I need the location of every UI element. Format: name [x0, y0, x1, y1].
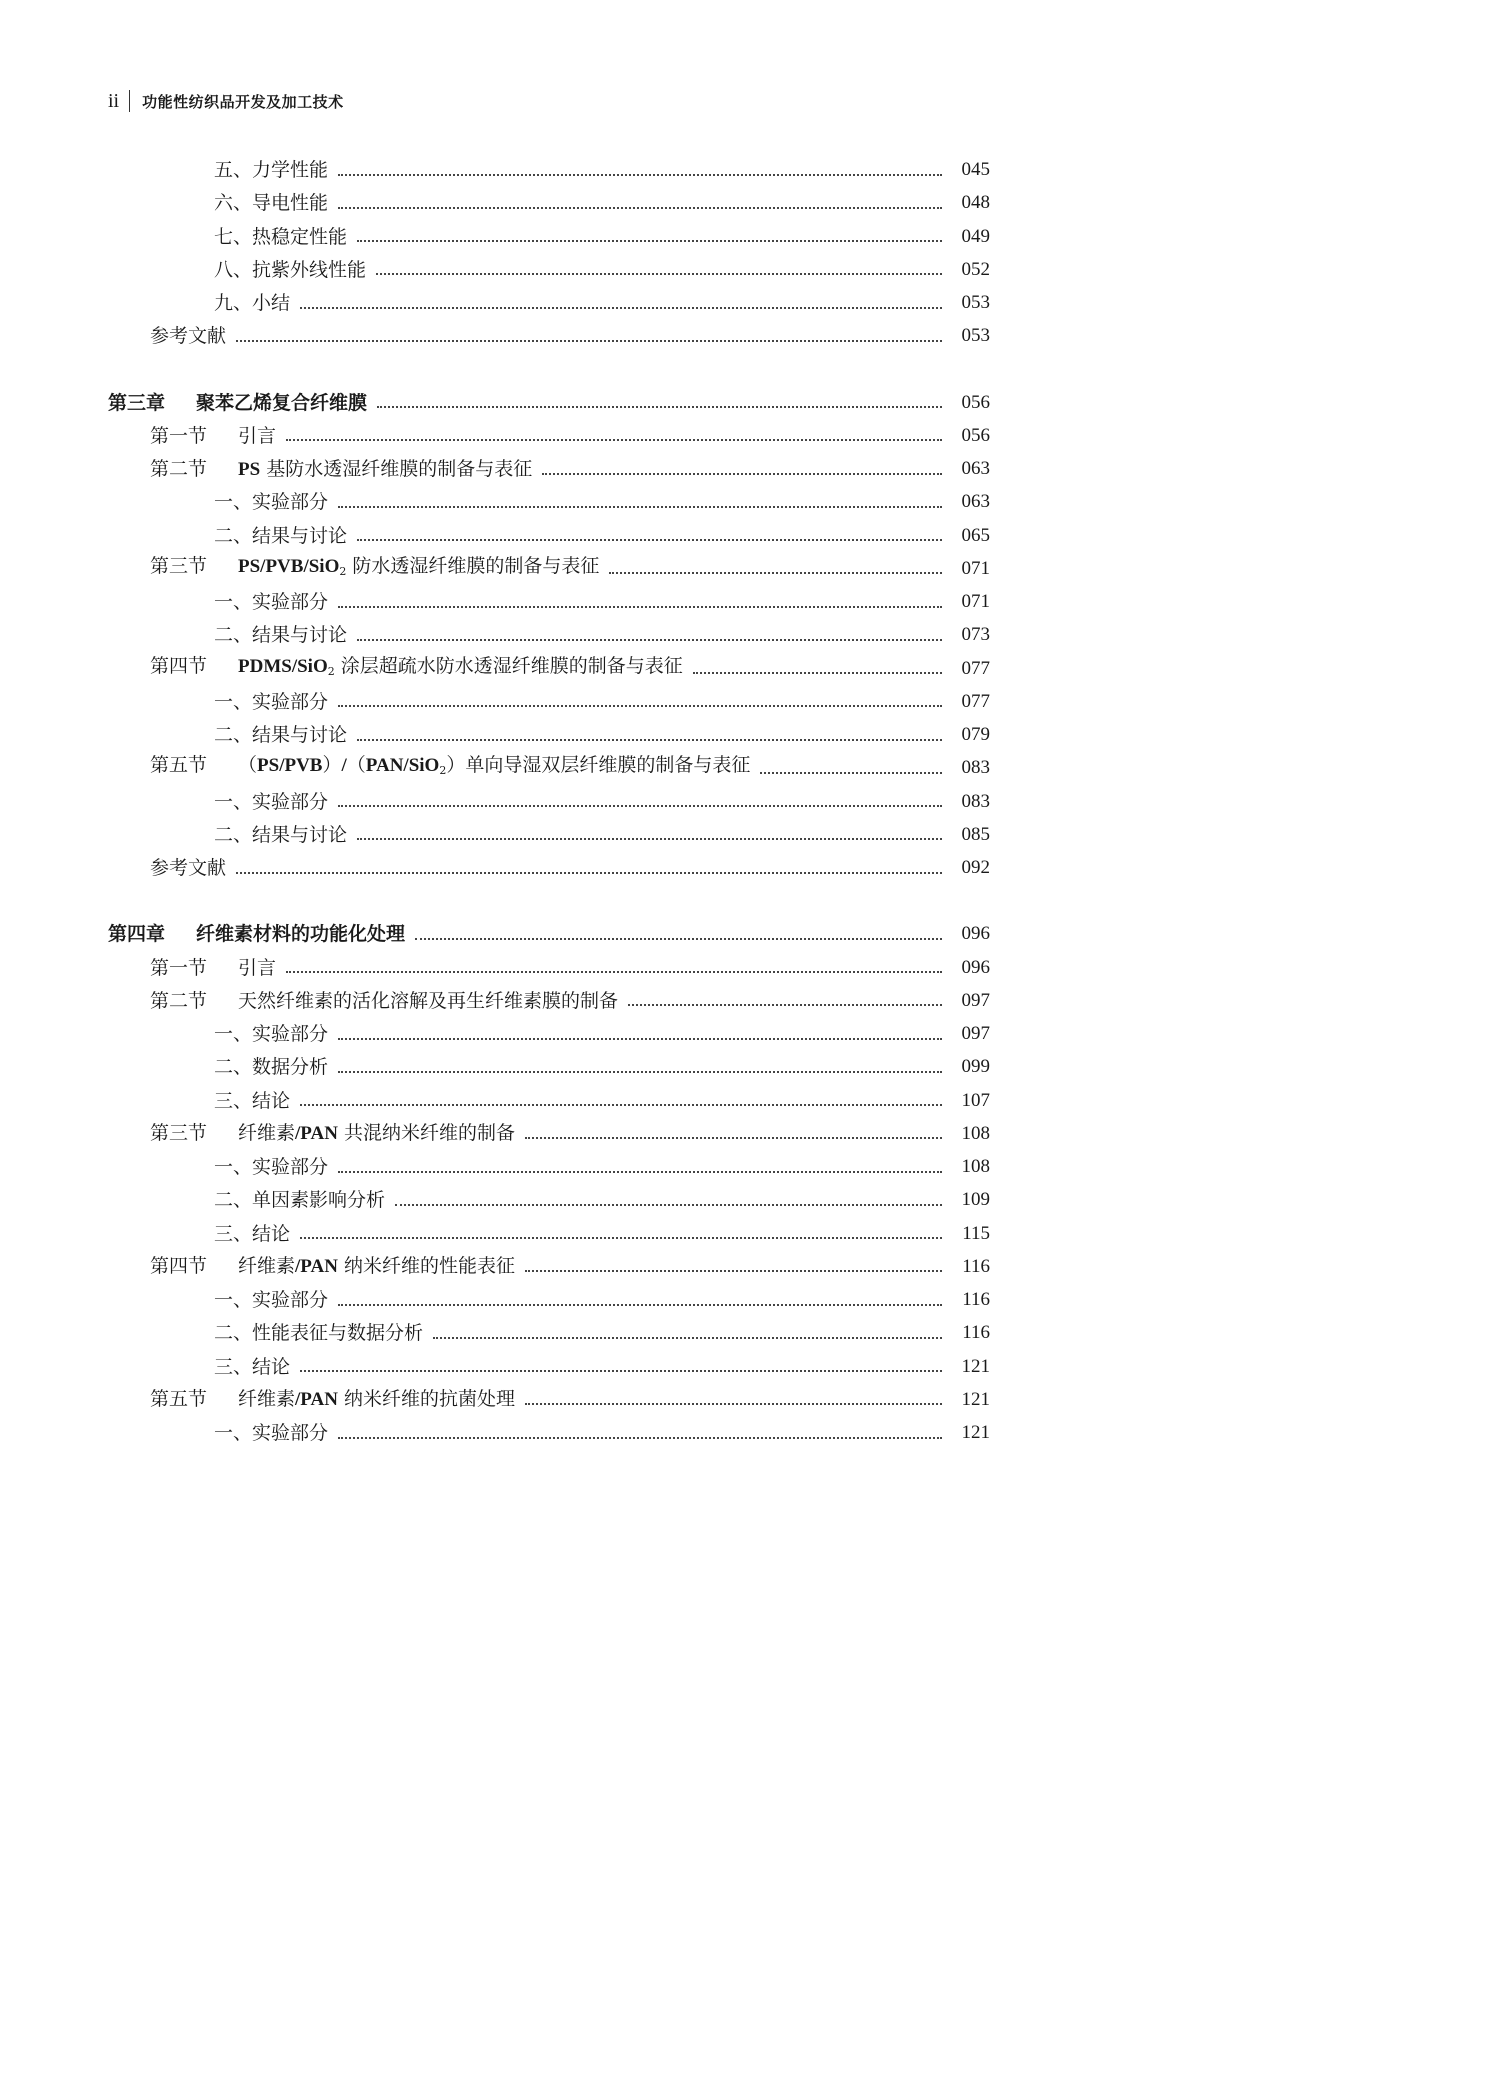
dot-leader	[236, 871, 942, 874]
toc-entry-title	[150, 1384, 515, 1415]
toc-entry-title	[108, 388, 367, 418]
entry-page-number: 053	[961, 325, 990, 347]
section-number: 第五节	[150, 1388, 208, 1411]
entry-page-number: 096	[961, 923, 990, 945]
entry-page-number: 071	[961, 591, 990, 612]
dot-leader	[338, 1170, 942, 1173]
toc-entry-section[interactable]	[0, 1385, 990, 1415]
toc-entry-section[interactable]	[0, 654, 990, 684]
entry-page-number: 096	[961, 956, 990, 978]
toc-entry-item[interactable]	[0, 1219, 990, 1249]
chapter-number: 第四章	[108, 923, 166, 946]
toc-entry-title	[214, 1285, 328, 1315]
toc-entry-item[interactable]	[0, 1086, 990, 1116]
toc-entry-title	[108, 919, 405, 949]
dot-leader	[609, 571, 942, 574]
toc-entry-title	[150, 551, 599, 587]
entry-text: 一、实验部分	[214, 1023, 329, 1045]
entry-text: （PS/PVB）/（PAN/SiO$_2$）单向导湿双层纤维膜的制备与表征	[238, 754, 751, 778]
entry-page-number: 121	[961, 1388, 990, 1410]
entry-page-number: 108	[961, 1122, 990, 1144]
toc-entry-item[interactable]	[0, 1352, 990, 1382]
entry-page-number: 045	[961, 159, 990, 180]
entry-page-number: 056	[961, 391, 990, 413]
toc-entry-item[interactable]	[0, 188, 990, 218]
toc-entry-title	[214, 1352, 290, 1382]
entry-text: 一、实验部分	[214, 1422, 329, 1444]
entry-page-number: 065	[961, 524, 990, 546]
toc-entry-title	[150, 321, 226, 351]
toc-entry-title	[214, 222, 347, 252]
entry-text: 天然纤维素的活化溶解及再生纤维素膜的制备	[238, 989, 619, 1012]
entry-page-number: 079	[961, 724, 990, 745]
dot-leader	[377, 405, 942, 408]
entry-text: 一、实验部分	[214, 1289, 329, 1311]
toc-entry-item[interactable]	[0, 1019, 990, 1049]
entry-text: 三、结论	[214, 1355, 291, 1378]
toc-entry-item[interactable]	[0, 521, 990, 551]
toc-entry-item[interactable]	[0, 587, 990, 617]
entry-text: 二、单因素影响分析	[214, 1189, 386, 1212]
dot-leader	[300, 1103, 942, 1106]
entry-page-number: 083	[961, 790, 990, 812]
entry-page-number: 108	[961, 1156, 990, 1177]
toc-entry-title	[214, 188, 328, 218]
dot-leader	[357, 638, 942, 641]
dot-leader	[415, 937, 942, 940]
entry-page-number: 116	[962, 1255, 990, 1277]
toc-entry-title	[214, 1052, 328, 1082]
entry-text: 聚苯乙烯复合纤维膜	[196, 391, 368, 414]
entry-text: 参考文献	[150, 857, 227, 879]
section-number: 第二节	[150, 457, 208, 480]
toc-entry-item[interactable]	[0, 1285, 990, 1315]
toc-entry-item[interactable]	[0, 720, 990, 750]
dot-leader	[338, 1037, 942, 1040]
entry-text: 八、抗紫外线性能	[214, 258, 367, 281]
toc-entry-title	[150, 1251, 515, 1282]
entry-text: PDMS/SiO$_2$ 涂层超疏水防水透湿纤维膜的制备与表征	[238, 654, 683, 678]
toc-entry-title	[214, 720, 347, 750]
chapter-number: 第三章	[108, 391, 166, 414]
entry-text: 六、导电性能	[214, 192, 329, 215]
entry-page-number: 056	[961, 424, 990, 446]
toc-entry-title	[150, 853, 226, 883]
toc-entry-title	[214, 255, 366, 285]
running-header	[108, 88, 344, 114]
entry-page-number: 083	[961, 757, 990, 779]
entry-text: 二、结果与讨论	[214, 524, 348, 547]
entry-page-number: 049	[961, 225, 990, 247]
toc-entry-title	[214, 1152, 328, 1182]
dot-leader	[286, 438, 942, 441]
dot-leader	[338, 505, 942, 508]
entry-text: 一、实验部分	[214, 1156, 329, 1178]
toc-entry-item[interactable]	[0, 1185, 990, 1215]
dot-leader	[525, 1269, 942, 1272]
toc-entry-section[interactable]	[0, 1252, 990, 1282]
toc-entry-title	[214, 620, 347, 650]
dot-leader	[525, 1402, 942, 1405]
toc-entry-section[interactable]	[0, 454, 990, 484]
entry-page-number: 077	[961, 690, 990, 712]
toc-entry-title	[214, 687, 328, 717]
toc-entry-title	[214, 820, 347, 850]
toc-entry-item[interactable]	[0, 820, 990, 850]
entry-page-number: 071	[961, 557, 990, 579]
section-number: 第四节	[150, 654, 208, 677]
entry-text: 三、结论	[214, 1222, 291, 1245]
toc-entry-item[interactable]	[0, 155, 990, 185]
toc-entry-title	[214, 1019, 328, 1049]
toc-entry-item[interactable]	[0, 1152, 990, 1182]
entry-text: 二、结果与讨论	[214, 624, 348, 647]
dot-leader	[300, 1236, 942, 1239]
toc-entry-item[interactable]	[0, 487, 990, 517]
entry-text: 参考文献	[150, 325, 227, 348]
toc-entry-title	[214, 1318, 423, 1348]
entry-page-number: 085	[961, 823, 990, 845]
dot-leader	[693, 671, 942, 674]
toc-entry-title	[214, 155, 328, 185]
entry-text: 一、实验部分	[214, 690, 329, 713]
entry-text: 二、结果与讨论	[214, 823, 348, 846]
toc-entry-section[interactable]	[0, 421, 990, 451]
entry-page-number: 115	[962, 1222, 990, 1244]
toc-entry-item[interactable]	[0, 620, 990, 650]
entry-text: 一、实验部分	[214, 491, 329, 514]
entry-page-number: 092	[961, 857, 990, 878]
dot-leader	[357, 738, 942, 741]
entry-text: 二、数据分析	[214, 1056, 329, 1079]
entry-page-number: 109	[961, 1189, 990, 1211]
entry-page-number: 073	[961, 624, 990, 646]
toc-entry-title	[214, 1185, 385, 1215]
entry-page-number: 107	[961, 1089, 990, 1111]
entry-page-number: 063	[961, 458, 990, 479]
entry-page-number: 116	[962, 1289, 990, 1310]
entry-page-number: 121	[961, 1422, 990, 1443]
entry-text: PS 基防水透湿纤维膜的制备与表征	[238, 457, 533, 480]
toc-entry-title	[214, 1086, 290, 1116]
entry-text: 二、结果与讨论	[214, 724, 348, 746]
entry-text: 二、性能表征与数据分析	[214, 1322, 424, 1345]
entry-text: 三、结论	[214, 1089, 291, 1112]
toc-entry-title	[214, 288, 290, 318]
dot-leader	[286, 970, 942, 973]
dot-leader	[338, 804, 942, 807]
toc-entry-ref[interactable]	[0, 853, 990, 883]
dot-leader	[395, 1203, 942, 1206]
entry-text: PS/PVB/SiO$_2$ 防水透湿纤维膜的制备与表征	[238, 554, 600, 578]
dot-leader	[300, 306, 942, 309]
toc-entry-title	[214, 1418, 328, 1448]
toc-entry-item[interactable]	[0, 687, 990, 717]
toc-entry-ref[interactable]	[0, 321, 990, 351]
toc-entry-title	[150, 986, 618, 1016]
dot-leader	[760, 771, 942, 774]
toc-entry-item[interactable]	[0, 255, 990, 285]
entry-page-number: 063	[961, 491, 990, 513]
entry-text: 九、小结	[214, 292, 291, 314]
dot-leader	[338, 173, 942, 176]
dot-leader	[338, 1070, 942, 1073]
toc-entry-chapter[interactable]	[0, 919, 990, 949]
toc-entry-title	[214, 487, 328, 517]
toc-entry-title	[150, 953, 276, 983]
dot-leader	[357, 837, 942, 840]
entry-page-number: 077	[961, 657, 990, 679]
dot-leader	[542, 472, 942, 475]
toc-entry-title	[150, 651, 683, 687]
entry-page-number: 097	[961, 989, 990, 1011]
section-number: 第五节	[150, 754, 208, 777]
entry-page-number: 048	[961, 192, 990, 214]
book-title: 功能性纺织品开发及加工技术	[142, 92, 344, 111]
toc-entry-chapter[interactable]	[0, 388, 990, 418]
dot-leader	[300, 1369, 942, 1372]
entry-page-number: 052	[961, 258, 990, 280]
dot-leader	[236, 339, 942, 342]
toc-entry-title	[150, 750, 750, 786]
toc-entry-section[interactable]	[0, 1119, 990, 1149]
toc-entry-section[interactable]	[0, 753, 990, 783]
toc-entry-title	[150, 421, 276, 451]
section-number: 第二节	[150, 989, 208, 1012]
dot-leader	[357, 239, 942, 242]
entry-text: 七、热稳定性能	[214, 225, 348, 248]
entry-text: 纤维素/PAN 纳米纤维的性能表征	[238, 1255, 515, 1278]
entry-text: 纤维素/PAN 共混纳米纤维的制备	[238, 1122, 515, 1145]
entry-text: 一、实验部分	[214, 790, 329, 813]
entry-text: 一、实验部分	[214, 591, 329, 613]
entry-page-number: 097	[961, 1023, 990, 1044]
dot-leader	[338, 704, 942, 707]
toc-entry-title	[150, 1118, 515, 1149]
dot-leader	[376, 272, 942, 275]
toc-entry-item[interactable]	[0, 787, 990, 817]
toc-entry-title	[214, 521, 347, 551]
toc-entry-section[interactable]	[0, 953, 990, 983]
entry-text: 纤维素/PAN 纳米纤维的抗菌处理	[238, 1388, 515, 1411]
toc-entry-title	[214, 587, 328, 617]
dot-leader	[338, 206, 942, 209]
section-number: 第四节	[150, 1255, 208, 1278]
entry-text: 引言	[238, 956, 277, 979]
toc-entry-title	[150, 454, 532, 485]
toc-entry-item[interactable]	[0, 1418, 990, 1448]
entry-text: 五、力学性能	[214, 159, 329, 181]
entry-page-number: 121	[961, 1355, 990, 1377]
toc-entry-title	[214, 1219, 290, 1249]
section-number: 第一节	[150, 424, 208, 447]
dot-leader	[338, 1303, 942, 1306]
dot-leader	[338, 1436, 942, 1439]
entry-page-number: 053	[961, 292, 990, 313]
entry-text: 引言	[238, 424, 277, 447]
page-number: ii	[108, 89, 120, 112]
entry-page-number: 116	[962, 1322, 990, 1344]
toc-entry-title	[214, 787, 328, 817]
section-number: 第三节	[150, 1122, 208, 1145]
dot-leader	[357, 538, 942, 541]
dot-leader	[525, 1136, 942, 1139]
dot-leader	[338, 605, 942, 608]
toc-entry-item[interactable]	[0, 1318, 990, 1348]
toc-entry-section[interactable]	[0, 986, 990, 1016]
dot-leader	[628, 1003, 942, 1006]
header-divider	[129, 90, 130, 112]
section-number: 第一节	[150, 956, 208, 979]
toc-entry-item[interactable]	[0, 288, 990, 318]
entry-page-number: 099	[961, 1056, 990, 1078]
toc-entry-item[interactable]	[0, 1052, 990, 1082]
dot-leader	[433, 1336, 942, 1339]
section-number: 第三节	[150, 554, 208, 577]
toc-entry-item[interactable]	[0, 222, 990, 252]
toc-entry-section[interactable]	[0, 554, 990, 584]
entry-text: 纤维素材料的功能化处理	[196, 923, 406, 946]
